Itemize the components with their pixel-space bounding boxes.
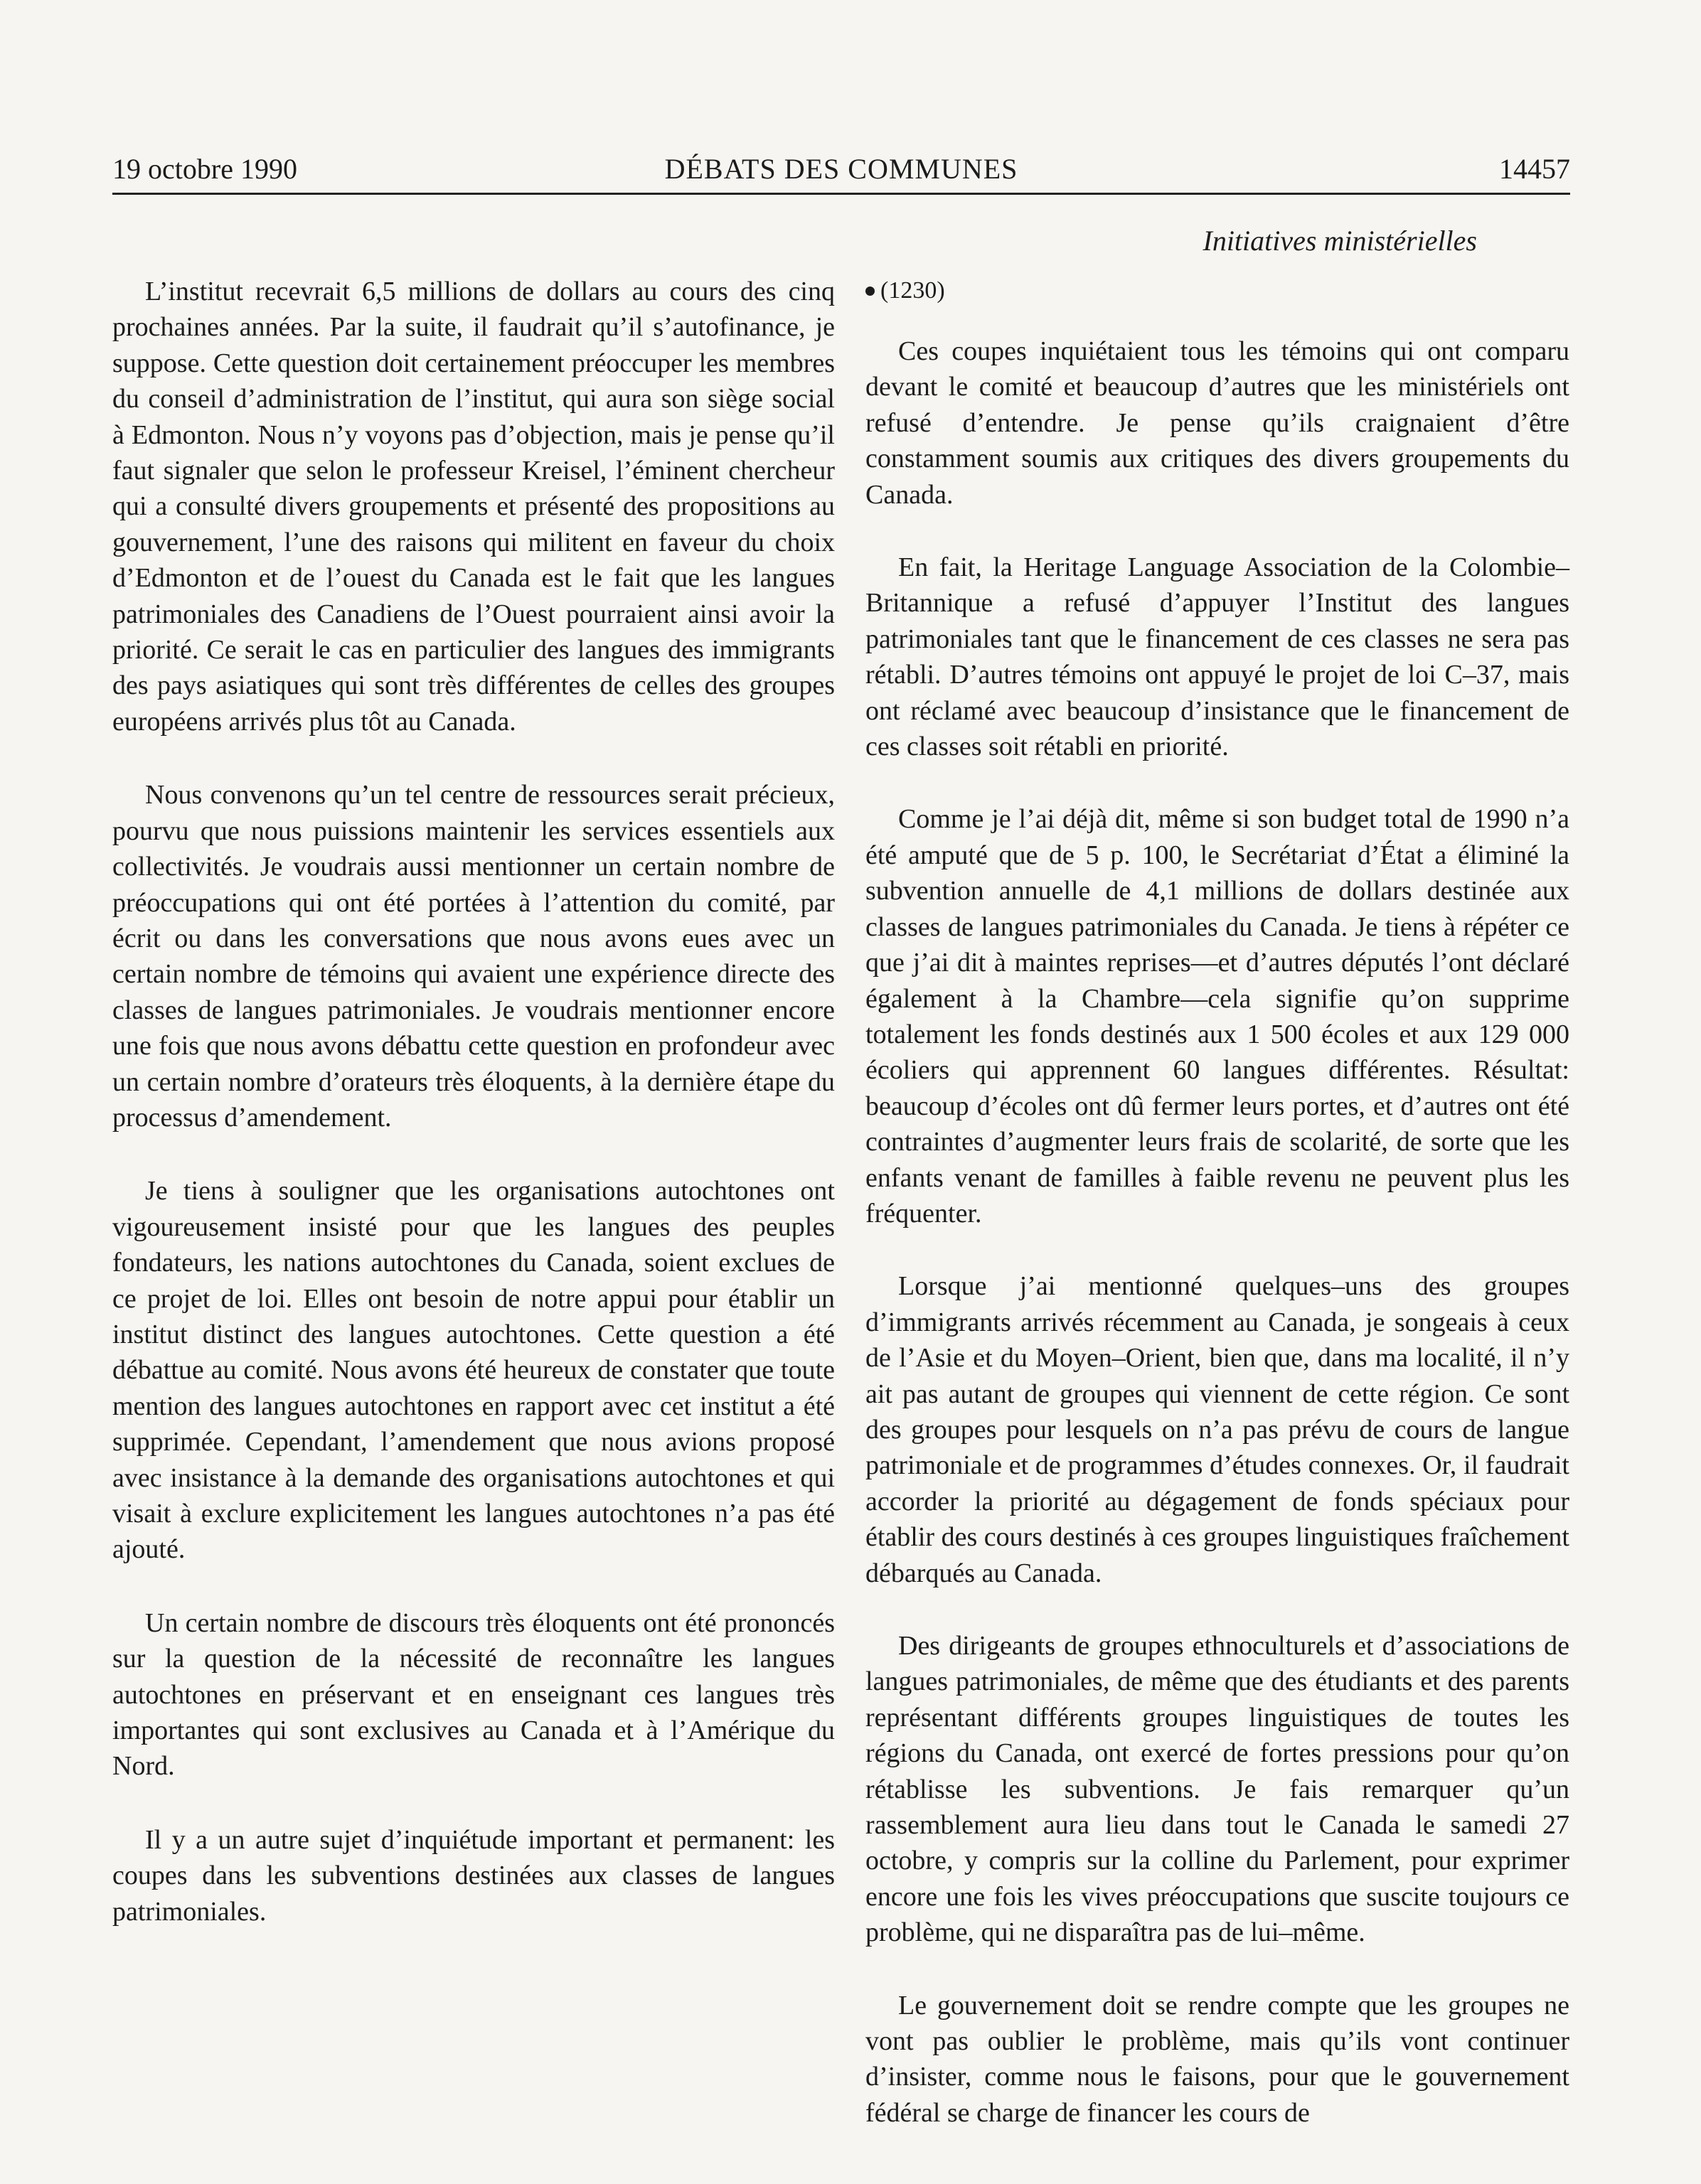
header-title: DÉBATS DES COMMUNES <box>664 153 1018 185</box>
paragraph: En fait, la Heritage Language Association de la Colombie–Britannique a refusé d’appuyer l’Institut des langues patrimoniales tant que le financement de ces classes ne sera pas rétabli. D’autres témoins ont appuyé le projet de loi C–37, mais ont réclamé avec beaucoup d’insistance que le financement de ces classes soit rétabli en priorité. <box>865 552 1569 762</box>
left-column <box>112 274 835 1929</box>
paragraph: Un certain nombre de discours très éloquents ont été prononcés sur la question de la nécessité de reconnaître les langues autochtones en préservant et en enseignant ces langues très importantes qui sont exclusives au Canada et à l’Amérique du Nord. <box>112 1607 835 1782</box>
section-rubric: Initiatives ministérielles <box>1203 225 1477 257</box>
paragraph: Comme je l’ai déjà dit, même si son budget total de 1990 n’a été amputé que de 5 p. 100, le Secrétariat d’État a éliminé la subvention annuelle de 4,1 millions de dollars destinée aux classes de langues patrimoniales du Canada. Je tiens à répéter ce que j’ai dit à maintes reprises—et d’autres députés l’ont déclaré également à la Chambre—cela signifie qu’on supprime totalement les fonds destinés aux 1 500 écoles et aux 129 000 écoliers qui apprennent 60 langues différentes. Résultat: beaucoup d’écoles ont dû fermer leurs portes, et d’autres ont été contraintes d’augmenter leurs frais de scolarité, de sorte que les enfants venant de familles à faible revenu ne peuvent plus les fréquenter. <box>865 804 1569 1228</box>
page-number: 14457 <box>1499 153 1570 185</box>
paragraph: Ces coupes inquiétaient tous les témoins qui ont comparu devant le comité et beaucoup d’autres que les ministériels ont refusé d’entendre. Je pense qu’ils craignaient d’être constamment soumis aux critiques des divers groupements du Canada. <box>865 336 1569 510</box>
paragraph: Il y a un autre sujet d’inquiétude important et permanent: les coupes dans les subventions destinées aux classes de langues patrimoniales. <box>112 1824 835 1927</box>
paragraph: Je tiens à souligner que les organisations autochtones ont vigoureusement insisté pour que les langues des peuples fondateurs, les nations autochtones du Canada, soient exclues de ce projet de loi. Elles ont besoin de notre appui pour établir un institut distinct des langues autochtones. Cette question a été débattue au comité. Nous avons été heureux de constater que toute mention des langues autochtones en rapport avec cet institut a été supprimée. Cependant, l’amendement que nous avions proposé avec insistance à la demande des organisations autochtones et qui visait à exclure explicitement les langues autochtones n’a pas été ajouté. <box>112 1176 835 1565</box>
page-header <box>112 151 1570 195</box>
time-marker-text: (1230) <box>880 277 945 304</box>
paragraph: Des dirigeants de groupes ethnoculturels et d’associations de langues patrimoniales, de même que des étudiants et des parents représentant différents groupes linguistiques de toutes les régions du Canada, ont exercé de fortes pressions pour qu’on rétablisse les subventions. Je fais remarquer qu’un rassemblement aura lieu dans tout le Canada le samedi 27 octobre, y compris sur la colline du Parlement, pour exprimer encore une fois les vives préoccupations que suscite toujours ce problème, qui ne disparaîtra pas de lui–même. <box>865 1631 1569 1948</box>
time-marker <box>865 274 1569 308</box>
paragraph: Le gouvernement doit se rendre compte que les groupes ne vont pas oublier le problème, mais qu’ils vont continuer d’insister, comme nous le faisons, pour que le gouvernement fédéral se charge de financer les cours de <box>865 1990 1569 2128</box>
header-date: 19 octobre 1990 <box>112 153 297 185</box>
paragraph: Lorsque j’ai mentionné quelques–uns des groupes d’immigrants arrivés récemment au Canada, je songeais à ceux de l’Asie et du Moyen–Orient, bien que, dans ma localité, il n’y ait pas autant de groupes qui viennent de cette région. Ce sont des groupes pour lesquels on n’a pas prévu de cours de langue patrimoniale et de programmes d’études connexes. Or, il faudrait accorder la priorité au dégagement de fonds spéciaux pour établir des cours destinés à ces groupes linguistiques fraîchement débarqués au Canada. <box>865 1271 1569 1588</box>
paragraph: L’institut recevrait 6,5 millions de dollars au cours des cinq prochaines années. Par la suite, il faudrait qu’il s’autofinance, je suppose. Cette question doit certainement préoccuper les membres du conseil d’administration de l’institut, qui aura son siège social à Edmonton. Nous n’y voyons pas d’objection, mais je pense qu’il faut signaler que selon le professeur Kreisel, l’éminent chercheur qui a consulté divers groupements et présenté des propositions au gouvernement, l’une des raisons qui militent en faveur du choix d’Edmonton et de l’ouest du Canada est le fait que les langues patrimoniales des Canadiens de l’Ouest pourraient ainsi avoir la priorité. Ce serait le cas en particulier des langues des immigrants des pays asiatiques qui sont très différentes de celles des groupes européens arrivés plus tôt au Canada. <box>112 277 835 737</box>
bullet-icon <box>865 287 875 296</box>
paragraph: Nous convenons qu’un tel centre de ressources serait précieux, pourvu que nous puissions maintenir les services essentiels aux collectivités. Je voudrais aussi mentionner un certain nombre de préoccupations qui ont été portées à l’attention du comité, par écrit ou dans les conversations que nous avons eues avec un certain nombre de témoins qui avaient une expérience directe des classes de langues patrimoniales. Je voudrais mentionner encore une fois que nous avons débattu cette question en profondeur avec un certain nombre d’orateurs très éloquents, à la dernière étape du processus d’amendement. <box>112 780 835 1133</box>
right-column <box>865 274 1569 2131</box>
